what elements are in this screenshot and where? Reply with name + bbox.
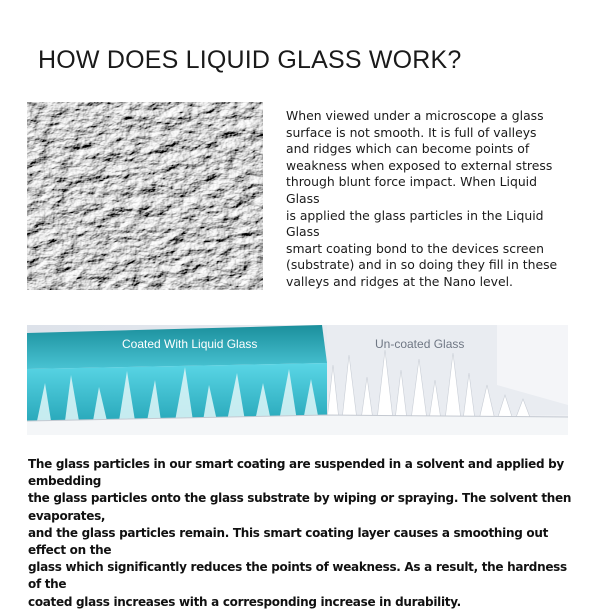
uncoated-glass-label: Un-coated Glass [375,337,465,351]
explanation-paragraph: The glass particles in our smart coating are suspended in a solvent and applied by embedding the glass particles onto the glass substrate by wiping or spraying. The solvent then evaporates, and the glass particles remain. This smart coating layer causes a smoothing out effect on the glass which significantly reduces the points of weakness. As a result, the hardness of the coated glass increases with a corresponding increase in durability. [28,457,572,609]
page-title: HOW DOES LIQUID GLASS WORK? [38,46,462,74]
coating-comparison-diagram [27,325,568,435]
intro-paragraph: When viewed under a microscope a glass surface is not smooth. It is full of valleys and ridges which can become points of weakness when exposed to external stress through blunt force impact. When Liquid Glass is applied the glass particles in the Liquid Glass smart coating bond to the devices screen (substrate) and in so doing they fill in these valleys and ridges at the Nano level. [286,108,558,289]
microscope-surface-image [27,102,263,290]
coated-glass-label: Coated With Liquid Glass [122,337,258,351]
